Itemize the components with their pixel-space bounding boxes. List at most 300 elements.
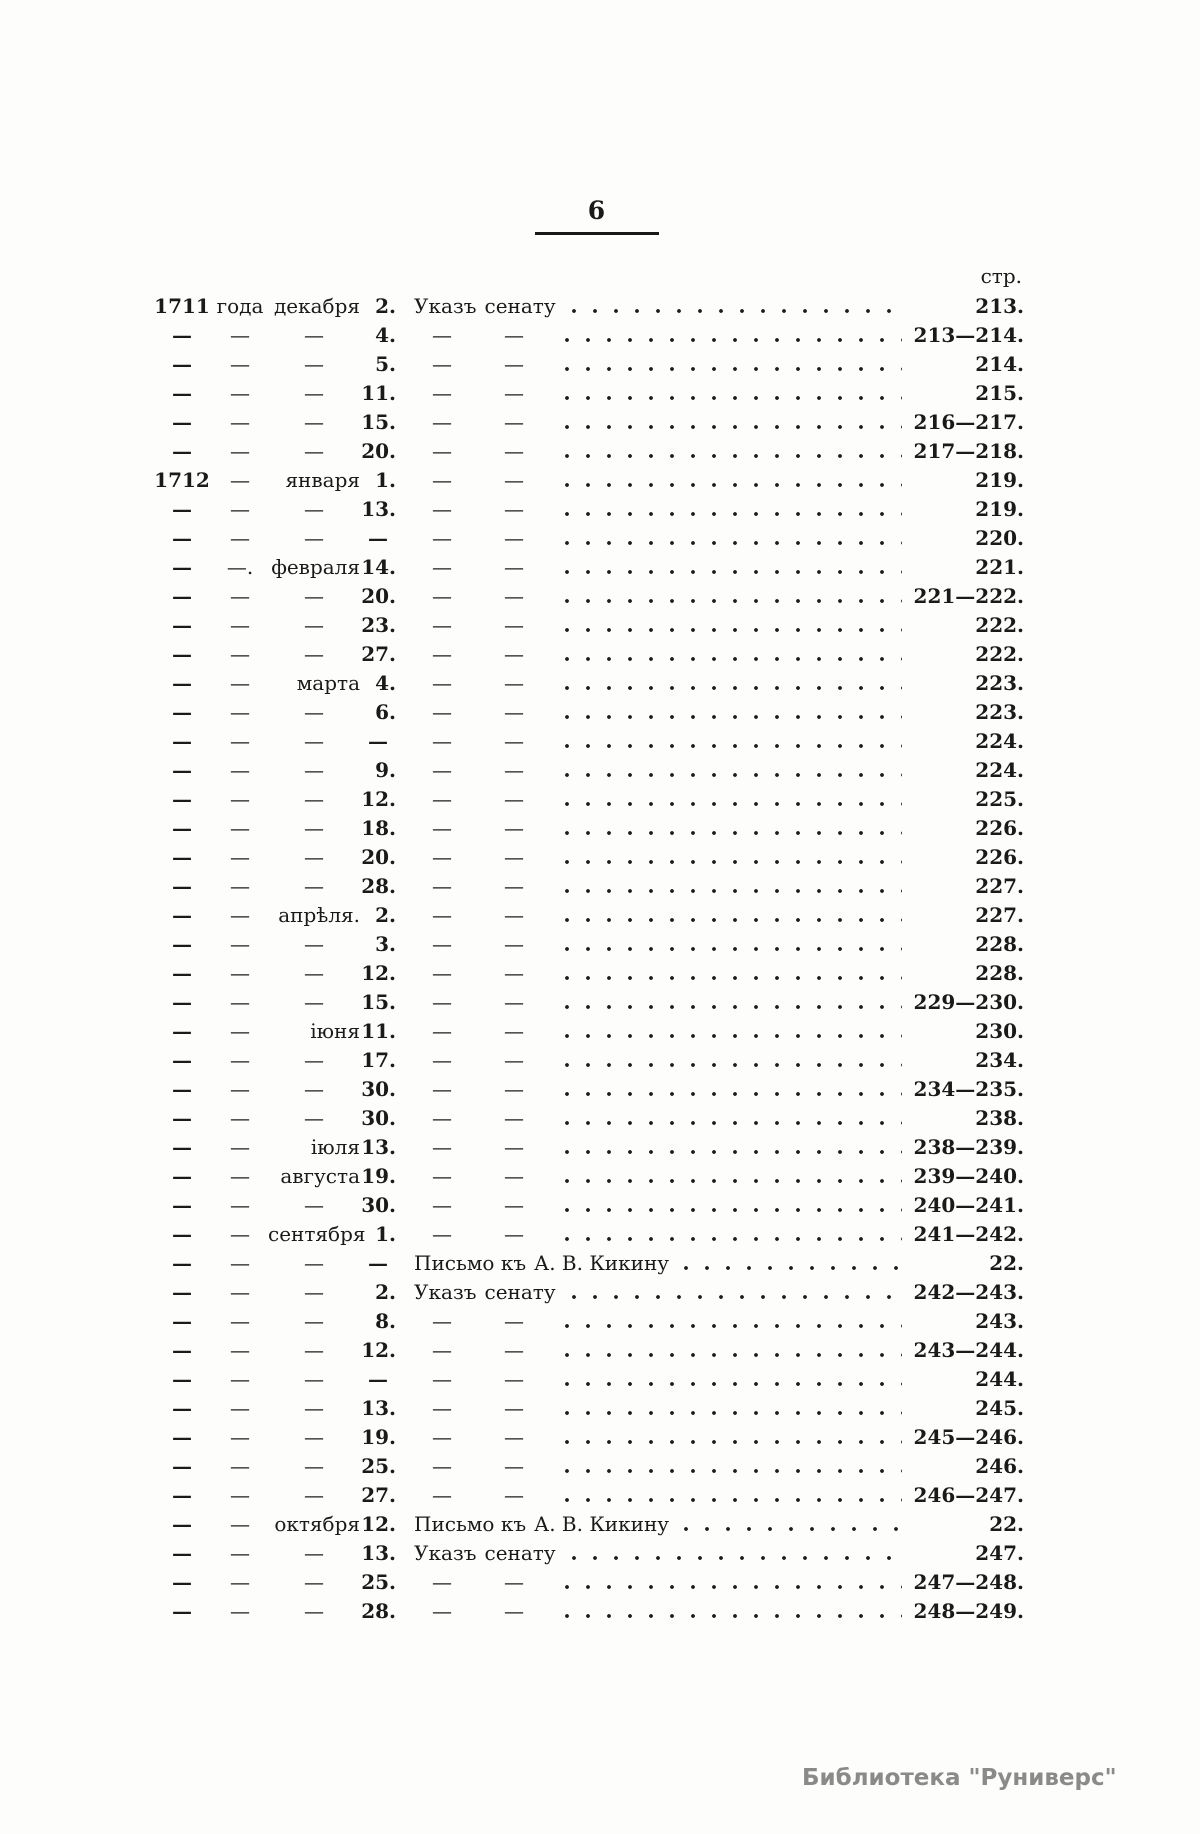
toc-title-word1: Указъ	[414, 294, 477, 318]
toc-title-word1: —	[432, 1425, 452, 1449]
toc-page-number: 239—240.	[913, 1164, 1024, 1188]
dot-leader	[564, 714, 902, 720]
toc-page-number: 223.	[975, 700, 1024, 724]
toc-title-word2: —	[504, 323, 524, 347]
toc-title-word2: —	[504, 1454, 524, 1478]
toc-row	[152, 1017, 1024, 1046]
toc-title-word2: —	[504, 961, 524, 985]
toc-year: —	[172, 1251, 192, 1275]
toc-month: —	[304, 816, 324, 840]
dot-leader	[571, 308, 902, 314]
toc-day: 30.	[361, 1193, 396, 1217]
dot-leader	[564, 743, 902, 749]
toc-day: 18.	[361, 816, 396, 840]
toc-year: —	[172, 352, 192, 376]
toc-month: іюля	[310, 1135, 360, 1159]
toc-row	[152, 901, 1024, 930]
toc-row	[152, 1046, 1024, 1075]
toc-day: 20.	[361, 845, 396, 869]
toc-page-number: 241—242.	[913, 1222, 1024, 1246]
toc-month: —	[304, 584, 324, 608]
toc-page-number: 221.	[975, 555, 1024, 579]
toc-year: —	[172, 1338, 192, 1362]
toc-year-label: —	[230, 1541, 250, 1565]
toc-title-word1: —	[432, 1106, 452, 1130]
toc-year-label: —	[230, 1454, 250, 1478]
toc-page-number: 247—248.	[913, 1570, 1024, 1594]
toc-year-label: —	[230, 1164, 250, 1188]
toc-month: —	[304, 1280, 324, 1304]
toc-year: —	[172, 1483, 192, 1507]
toc-year-label: —	[230, 787, 250, 811]
toc-month: —	[304, 1309, 324, 1333]
toc-year-label: —	[230, 497, 250, 521]
toc-row	[152, 1133, 1024, 1162]
toc-day: 15.	[361, 410, 396, 434]
dot-leader	[564, 946, 902, 952]
toc-title-word1: —	[432, 758, 452, 782]
toc-month: —	[304, 729, 324, 753]
toc-title-word2: —	[504, 758, 524, 782]
toc-page-number: 238—239.	[913, 1135, 1024, 1159]
toc-day: 12.	[361, 1338, 396, 1362]
toc-year-label: —	[230, 874, 250, 898]
dot-leader	[571, 1555, 902, 1561]
toc-year: —	[172, 1599, 192, 1623]
toc-title-word2: —	[504, 787, 524, 811]
toc-list	[152, 292, 1024, 1626]
toc-month: —	[304, 845, 324, 869]
toc-title-word2: —	[504, 816, 524, 840]
toc-day: 19.	[361, 1164, 396, 1188]
toc-title-word1: —	[432, 671, 452, 695]
toc-page-number: 238.	[975, 1106, 1024, 1130]
toc-title-word1: —	[432, 903, 452, 927]
toc-day: 17.	[361, 1048, 396, 1072]
toc-day: 14.	[361, 555, 396, 579]
toc-row	[152, 1162, 1024, 1191]
toc-year-label: —	[230, 1222, 250, 1246]
toc-month: —	[304, 497, 324, 521]
toc-title-word2: А. В. Кикину	[534, 1512, 670, 1536]
toc-title-word2: —	[504, 468, 524, 492]
toc-title-word2: А. В. Кикину	[534, 1251, 670, 1275]
toc-month: —	[304, 1570, 324, 1594]
toc-page-number: 229—230.	[913, 990, 1024, 1014]
toc-row	[152, 611, 1024, 640]
toc-row	[152, 466, 1024, 495]
dot-leader	[564, 627, 902, 633]
dot-leader	[564, 1091, 902, 1097]
toc-day: 13.	[361, 1541, 396, 1565]
toc-row	[152, 1597, 1024, 1626]
toc-year: —	[172, 1454, 192, 1478]
toc-page-number: 213.	[975, 294, 1024, 318]
toc-year: —	[172, 439, 192, 463]
toc-title-word1: —	[432, 845, 452, 869]
toc-row	[152, 814, 1024, 843]
toc-title-word1: —	[432, 584, 452, 608]
toc-day: 1.	[375, 1222, 396, 1246]
toc-month: —	[304, 874, 324, 898]
toc-year: —	[172, 584, 192, 608]
toc-row	[152, 1104, 1024, 1133]
toc-title-word2: —	[504, 497, 524, 521]
toc-year-label: —	[230, 352, 250, 376]
toc-month: апрѣля.	[278, 903, 360, 927]
toc-title-word2: —	[504, 1338, 524, 1362]
toc-page-number: 246.	[975, 1454, 1024, 1478]
toc-title-word2: —	[504, 410, 524, 434]
toc-title-word2: —	[504, 729, 524, 753]
toc-row	[152, 1568, 1024, 1597]
toc-month: сентября	[268, 1222, 366, 1246]
toc-title-word2: —	[504, 1222, 524, 1246]
toc-title-word2: —	[504, 990, 524, 1014]
toc-day: 25.	[361, 1454, 396, 1478]
toc-month: —	[304, 381, 324, 405]
toc-day: 27.	[361, 642, 396, 666]
toc-year-label: —	[230, 1309, 250, 1333]
toc-title-word2: —	[504, 874, 524, 898]
toc-month: —	[304, 1251, 324, 1275]
toc-year: —	[172, 1541, 192, 1565]
toc-day: —	[368, 729, 388, 753]
dot-leader	[564, 540, 902, 546]
toc-year: —	[172, 323, 192, 347]
toc-year-label: —	[230, 381, 250, 405]
toc-year: —	[172, 729, 192, 753]
toc-year: 1712	[154, 468, 210, 492]
toc-title-word1: —	[432, 1135, 452, 1159]
toc-title-word1: —	[432, 613, 452, 637]
toc-year-label: —	[230, 439, 250, 463]
toc-title-word1: —	[432, 1570, 452, 1594]
toc-year: —	[172, 1425, 192, 1449]
toc-day: 12.	[361, 787, 396, 811]
toc-year: 1711	[154, 294, 210, 318]
toc-title-word1: Указъ	[414, 1280, 477, 1304]
toc-page-number: 244.	[975, 1367, 1024, 1391]
toc-year-label: —	[230, 1367, 250, 1391]
toc-page-number: 226.	[975, 845, 1024, 869]
toc-title-word2: —	[504, 1425, 524, 1449]
toc-day: 27.	[361, 1483, 396, 1507]
page-column-header: стр.	[980, 264, 1022, 288]
toc-day: 11.	[361, 381, 396, 405]
toc-month: —	[304, 1338, 324, 1362]
toc-row	[152, 321, 1024, 350]
toc-month: —	[304, 526, 324, 550]
dot-leader	[564, 975, 902, 981]
toc-year-label: —	[230, 990, 250, 1014]
toc-page-number: 230.	[975, 1019, 1024, 1043]
toc-month: —	[304, 1454, 324, 1478]
toc-row	[152, 756, 1024, 785]
toc-year-label: —	[230, 613, 250, 637]
toc-page-number: 214.	[975, 352, 1024, 376]
toc-title-word1: —	[432, 1019, 452, 1043]
dot-leader	[683, 1265, 902, 1271]
toc-year: —	[172, 1512, 192, 1536]
dot-leader	[564, 598, 902, 604]
dot-leader	[564, 1236, 902, 1242]
toc-year-label: —	[230, 845, 250, 869]
toc-year-label: —	[230, 1193, 250, 1217]
toc-year: —	[172, 758, 192, 782]
toc-title-word1: Письмо къ	[414, 1251, 527, 1275]
toc-title-word1: —	[432, 526, 452, 550]
toc-year: —	[172, 1077, 192, 1101]
toc-month: —	[304, 1193, 324, 1217]
toc-year: —	[172, 1367, 192, 1391]
toc-title-word2: —	[504, 1019, 524, 1043]
toc-page-number: 222.	[975, 642, 1024, 666]
toc-day: 12.	[361, 1512, 396, 1536]
toc-title-word2: —	[504, 903, 524, 927]
toc-year: —	[172, 1048, 192, 1072]
toc-page-number: 227.	[975, 874, 1024, 898]
toc-row	[152, 1394, 1024, 1423]
dot-leader	[564, 453, 902, 459]
toc-year: —	[172, 1135, 192, 1159]
dot-leader	[564, 1497, 902, 1503]
toc-row	[152, 524, 1024, 553]
toc-title-word2: —	[504, 526, 524, 550]
toc-title-word1: —	[432, 1367, 452, 1391]
toc-year-label: —	[230, 642, 250, 666]
toc-row	[152, 727, 1024, 756]
toc-row	[152, 785, 1024, 814]
toc-page-number: 242—243.	[913, 1280, 1024, 1304]
toc-page-number: 245—246.	[913, 1425, 1024, 1449]
toc-row	[152, 1249, 1024, 1278]
toc-year: —	[172, 381, 192, 405]
toc-month: —	[304, 1396, 324, 1420]
dot-leader	[564, 511, 902, 517]
toc-year: —	[172, 1309, 192, 1333]
toc-title-word1: —	[432, 1454, 452, 1478]
toc-year-label: —.	[226, 555, 254, 579]
toc-row	[152, 437, 1024, 466]
toc-title-word2: —	[504, 1367, 524, 1391]
toc-title-word1: —	[432, 1309, 452, 1333]
toc-row	[152, 495, 1024, 524]
toc-day: 6.	[375, 700, 396, 724]
toc-year: —	[172, 990, 192, 1014]
toc-year-label: —	[230, 758, 250, 782]
dot-leader	[564, 569, 902, 575]
toc-day: 13.	[361, 1396, 396, 1420]
toc-year-label: —	[230, 468, 250, 492]
toc-year-label: —	[230, 1135, 250, 1159]
toc-page-number: 223.	[975, 671, 1024, 695]
toc-title-word2: —	[504, 1048, 524, 1072]
dot-leader	[564, 656, 902, 662]
toc-year: —	[172, 874, 192, 898]
toc-year: —	[172, 1019, 192, 1043]
toc-day: —	[368, 526, 388, 550]
toc-day: 11.	[361, 1019, 396, 1043]
toc-row	[152, 1075, 1024, 1104]
toc-title-word2: сенату	[484, 1541, 556, 1565]
dot-leader	[564, 830, 902, 836]
toc-year: —	[172, 613, 192, 637]
toc-title-word2: —	[504, 613, 524, 637]
toc-title-word1: —	[432, 323, 452, 347]
dot-leader	[564, 1033, 902, 1039]
toc-title-word2: сенату	[484, 294, 556, 318]
toc-year: —	[172, 1106, 192, 1130]
toc-title-word2: —	[504, 700, 524, 724]
dot-leader	[564, 1207, 902, 1213]
toc-title-word1: —	[432, 555, 452, 579]
toc-year-label: —	[230, 584, 250, 608]
toc-year-label: —	[230, 1570, 250, 1594]
dot-leader	[683, 1526, 902, 1532]
toc-page-number: 243.	[975, 1309, 1024, 1333]
toc-year: —	[172, 787, 192, 811]
toc-title-word2: —	[504, 642, 524, 666]
toc-month: —	[304, 439, 324, 463]
toc-title-word2: —	[504, 1599, 524, 1623]
toc-title-word2: —	[504, 1106, 524, 1130]
dot-leader	[564, 1613, 902, 1619]
toc-row	[152, 1365, 1024, 1394]
toc-month: —	[304, 1106, 324, 1130]
toc-year-label: —	[230, 1599, 250, 1623]
toc-year-label: —	[230, 1106, 250, 1130]
toc-page-number: 226.	[975, 816, 1024, 840]
toc-title-word1: —	[432, 1483, 452, 1507]
dot-leader	[564, 1352, 902, 1358]
toc-title-word1: —	[432, 1396, 452, 1420]
toc-title-word2: —	[504, 1396, 524, 1420]
toc-row	[152, 988, 1024, 1017]
toc-row	[152, 408, 1024, 437]
toc-day: 28.	[361, 1599, 396, 1623]
toc-day: 2.	[375, 903, 396, 927]
toc-day: —	[368, 1367, 388, 1391]
toc-page-number: 228.	[975, 961, 1024, 985]
toc-row	[152, 1220, 1024, 1249]
toc-title-word1: —	[432, 1193, 452, 1217]
toc-year: —	[172, 1222, 192, 1246]
toc-page-number: 248—249.	[913, 1599, 1024, 1623]
dot-leader	[564, 1062, 902, 1068]
toc-year: —	[172, 1280, 192, 1304]
toc-month: —	[304, 961, 324, 985]
toc-day: 20.	[361, 584, 396, 608]
toc-title-word2: сенату	[484, 1280, 556, 1304]
toc-month: —	[304, 1599, 324, 1623]
toc-day: 9.	[375, 758, 396, 782]
toc-title-word1: —	[432, 932, 452, 956]
toc-title-word2: —	[504, 584, 524, 608]
toc-title-word1: —	[432, 352, 452, 376]
toc-month: —	[304, 990, 324, 1014]
toc-month: января	[285, 468, 360, 492]
toc-year-label: —	[230, 1396, 250, 1420]
toc-month: —	[304, 352, 324, 376]
toc-title-word2: —	[504, 1164, 524, 1188]
toc-page-number: 246—247.	[913, 1483, 1024, 1507]
toc-page-number: 222.	[975, 613, 1024, 637]
toc-title-word2: —	[504, 671, 524, 695]
toc-month: —	[304, 323, 324, 347]
toc-year: —	[172, 671, 192, 695]
toc-month: —	[304, 613, 324, 637]
dot-leader	[571, 1294, 902, 1300]
toc-title-word1: —	[432, 381, 452, 405]
toc-month: —	[304, 1425, 324, 1449]
toc-year-label: —	[230, 729, 250, 753]
toc-year: —	[172, 497, 192, 521]
toc-row	[152, 1481, 1024, 1510]
toc-title-word1: —	[432, 1077, 452, 1101]
toc-month: марта	[296, 671, 360, 695]
watermark: Библиотека "Руниверс"	[802, 1765, 1117, 1791]
toc-year: —	[172, 932, 192, 956]
toc-title-word1: Письмо къ	[414, 1512, 527, 1536]
toc-day: 13.	[361, 1135, 396, 1159]
toc-month: —	[304, 700, 324, 724]
dot-leader	[564, 395, 902, 401]
toc-title-word2: —	[504, 1135, 524, 1159]
toc-page-number: 221—222.	[913, 584, 1024, 608]
toc-month: —	[304, 1483, 324, 1507]
toc-year-label: —	[230, 1425, 250, 1449]
toc-month: —	[304, 1077, 324, 1101]
toc-title-word2: —	[504, 352, 524, 376]
dot-leader	[564, 337, 902, 343]
toc-day: 3.	[375, 932, 396, 956]
dot-leader	[564, 801, 902, 807]
toc-title-word1: —	[432, 874, 452, 898]
toc-year-label: —	[230, 1077, 250, 1101]
toc-month: —	[304, 758, 324, 782]
dot-leader	[564, 1120, 902, 1126]
toc-page-number: 216—217.	[913, 410, 1024, 434]
toc-year-label: —	[230, 961, 250, 985]
toc-page-number: 228.	[975, 932, 1024, 956]
toc-year-label: —	[230, 1483, 250, 1507]
toc-row	[152, 1336, 1024, 1365]
toc-page-number: 240—241.	[913, 1193, 1024, 1217]
toc-month: —	[304, 932, 324, 956]
toc-row	[152, 582, 1024, 611]
toc-page-number: 234.	[975, 1048, 1024, 1072]
toc-year: —	[172, 555, 192, 579]
toc-day: 2.	[375, 294, 396, 318]
toc-year-label: —	[230, 816, 250, 840]
toc-day: 4.	[375, 323, 396, 347]
toc-title-word1: —	[432, 787, 452, 811]
toc-row	[152, 379, 1024, 408]
toc-page-number: 215.	[975, 381, 1024, 405]
toc-year: —	[172, 1164, 192, 1188]
toc-day: 12.	[361, 961, 396, 985]
dot-leader	[564, 859, 902, 865]
toc-title-word2: —	[504, 439, 524, 463]
toc-year-label: —	[230, 1048, 250, 1072]
toc-row	[152, 1510, 1024, 1539]
dot-leader	[564, 917, 902, 923]
toc-year-label: —	[230, 323, 250, 347]
toc-day: 15.	[361, 990, 396, 1014]
toc-title-word2: —	[504, 555, 524, 579]
toc-month: октября	[274, 1512, 360, 1536]
